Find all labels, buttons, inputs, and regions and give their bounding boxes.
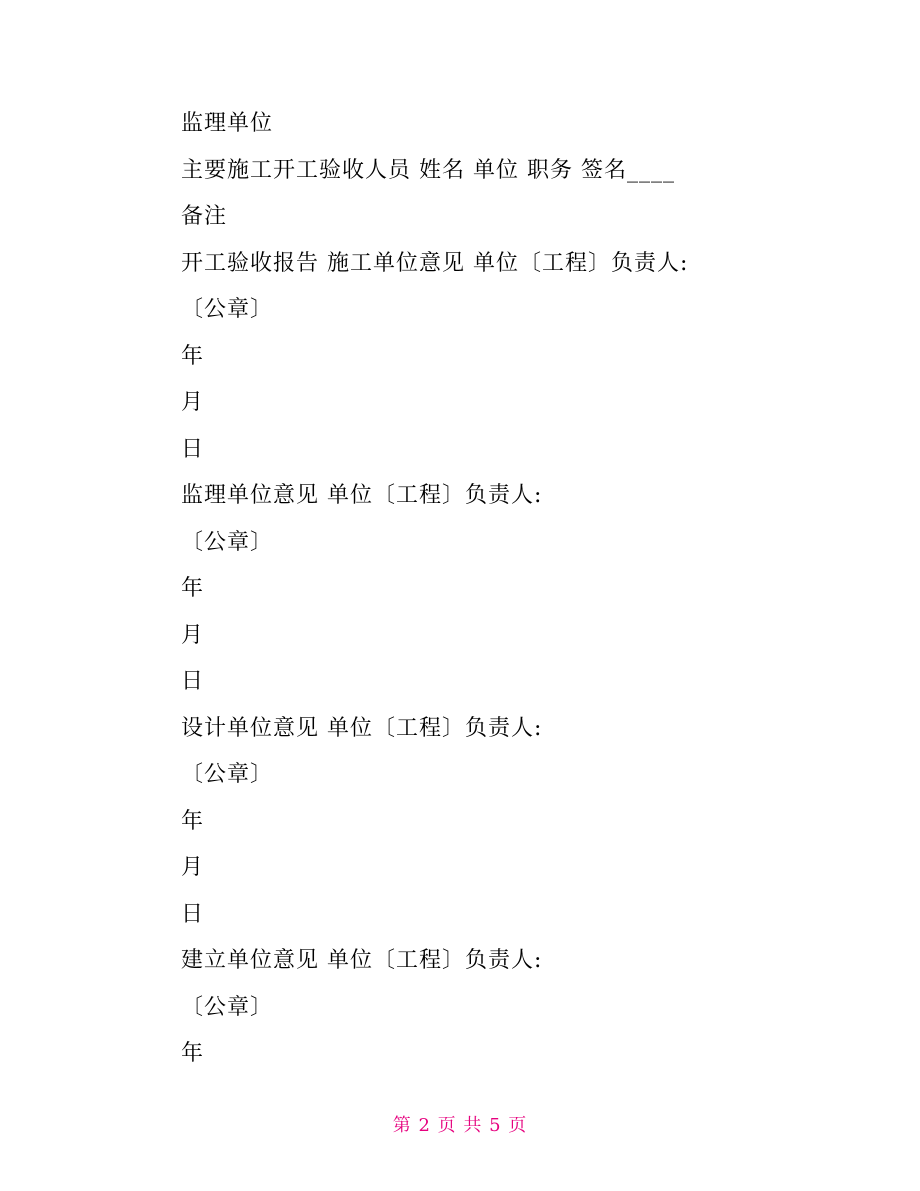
- document-body: [181, 105, 841, 1082]
- seal-label: 〔公章〕: [181, 762, 274, 787]
- year-label: 年: [181, 343, 205, 369]
- year-label: 年: [181, 808, 205, 834]
- year-label: 年: [181, 576, 205, 601]
- day-label: 日: [181, 901, 205, 927]
- day-label: 日: [181, 669, 205, 694]
- design-unit-opinion: 设计单位意见 单位〔工程〕负责人:: [181, 715, 543, 741]
- seal-label: 〔公章〕: [181, 297, 274, 322]
- page-number-footer: 第 2 页 共 5 页: [392, 1115, 528, 1136]
- month-label: 月: [181, 390, 205, 415]
- year-label: 年: [181, 1041, 205, 1066]
- construction-owner-unit-opinion: 建立单位意见 单位〔工程〕负责人:: [181, 948, 543, 973]
- supervision-unit-opinion: 监理单位意见 单位〔工程〕负责人:: [181, 483, 543, 508]
- remarks-label: 备注: [181, 204, 228, 229]
- seal-label: 〔公章〕: [181, 529, 274, 555]
- seal-label: 〔公章〕: [181, 994, 274, 1020]
- construction-unit-opinion: 开工验收报告 施工单位意见 单位〔工程〕负责人:: [181, 250, 689, 276]
- day-label: 日: [181, 436, 205, 462]
- month-label: 月: [181, 622, 205, 648]
- acceptance-personnel-row: 主要施工开工验收人员 姓名 单位 职务 签名____: [181, 157, 675, 183]
- supervision-unit-heading: 监理单位: [181, 111, 274, 136]
- month-label: 月: [181, 855, 205, 880]
